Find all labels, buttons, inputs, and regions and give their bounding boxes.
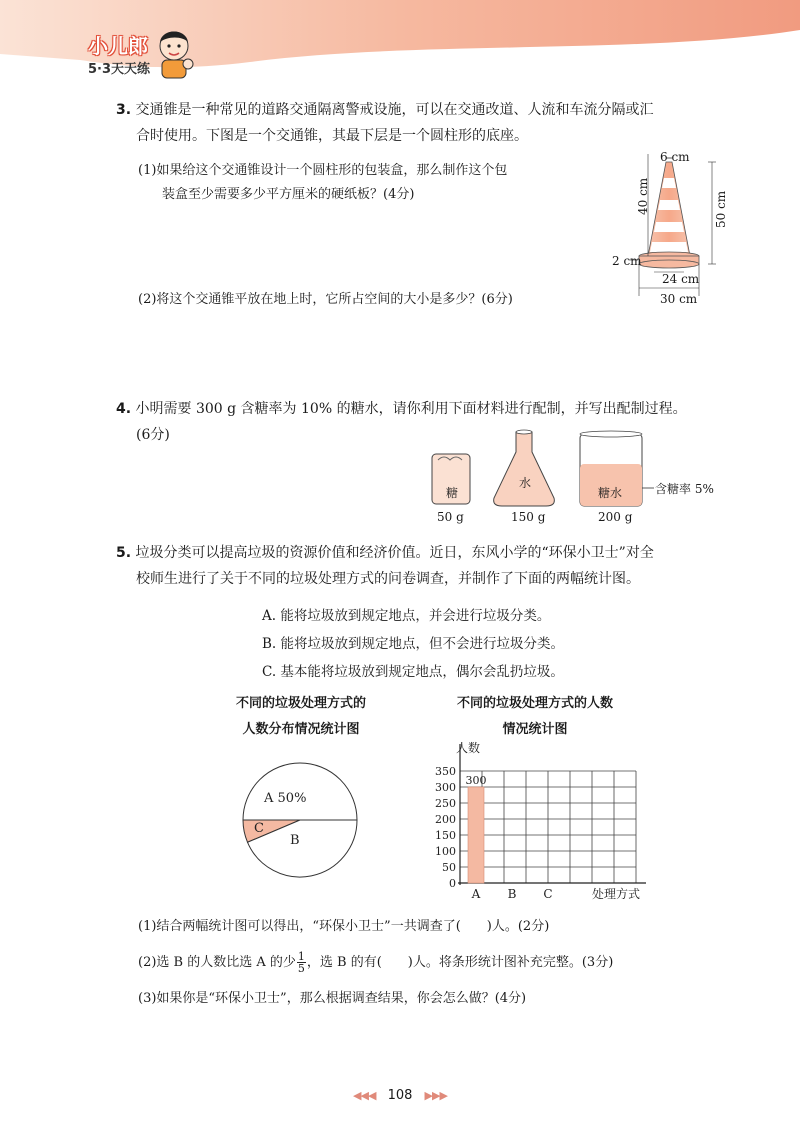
- pie-chart-title-1: 不同的垃圾处理方式的: [235, 696, 366, 711]
- q5-text-1: 垃圾分类可以提高垃圾的资源价值和经济价值。近日，东风小学的“环保小卫士”对全: [135, 545, 654, 561]
- dim-inner-diameter: 24 cm: [662, 272, 700, 286]
- dim-base-height: 2 cm: [612, 254, 642, 268]
- page-number: 108: [387, 1088, 413, 1103]
- q5-option-c: C. 基本能将垃圾放到规定地点，偶尔会乱扔垃圾。: [262, 664, 564, 680]
- q4-line1: [116, 396, 687, 422]
- q3-text-2: 合时使用。下图是一个交通锥，其最下层是一个圆柱形的底座。: [136, 128, 528, 144]
- prev-arrows-icon: ◀◀◀: [353, 1089, 376, 1102]
- pie-label-c: C: [254, 821, 264, 836]
- bar-chart-title-2: 情况统计图: [502, 722, 568, 737]
- next-arrows-icon: ▶▶▶: [424, 1089, 447, 1102]
- bar-chart-title-1: 不同的垃圾处理方式的人数: [456, 696, 613, 711]
- q4-text-2: (6分): [136, 427, 170, 443]
- x-tick-label: B: [507, 887, 517, 900]
- y-tick-label: 50: [442, 861, 456, 874]
- y-tick-label: 200: [435, 813, 456, 826]
- pie-label-a: A 50%: [264, 791, 307, 806]
- dim-outer-diameter: 30 cm: [660, 292, 698, 306]
- q3-line1: [116, 97, 654, 123]
- dim-top-width: 6 cm: [660, 150, 690, 164]
- y-tick-label: 250: [435, 797, 456, 810]
- y-tick-label: 300: [435, 781, 456, 794]
- q3-sub1-line1: (1)如果给这个交通锥设计一个圆柱形的包装盒，那么制作这个包: [138, 163, 508, 178]
- q3-text-1: 交通锥是一种常见的道路交通隔离警戒设施，可以在交通改道、人流和车流分隔或汇: [135, 102, 654, 118]
- page-footer: [0, 1088, 800, 1103]
- q5-sub2: [138, 950, 613, 976]
- bar-data-label: 300: [465, 774, 487, 787]
- q5-sub2-after: ，选 B 的有( )人。将条形统计图补充完整。(3分): [306, 955, 614, 970]
- sugar-weight: 50 g: [437, 510, 464, 524]
- materials-figure: [428, 428, 668, 512]
- fraction-numerator: 1: [297, 950, 305, 963]
- y-tick-label: 350: [435, 765, 456, 778]
- q3-number: 3.: [116, 102, 132, 118]
- dim-cone-height: 40 cm: [636, 177, 650, 215]
- sugar-water-note: 含糖率 5%: [655, 482, 714, 496]
- q5-sub1: (1)结合两幅统计图可以得出，“环保小卫士”一共调查了( )人。(2分): [138, 919, 550, 934]
- fraction-denominator: 5: [297, 962, 305, 975]
- q5-sub2-before: (2)选 B 的人数比选 A 的少: [138, 955, 296, 970]
- brand-series: 5·3天天练: [88, 62, 151, 77]
- x-tick-label: C: [543, 887, 553, 900]
- traffic-cone-figure: [600, 148, 720, 314]
- fraction: [297, 951, 306, 974]
- x-tick-label: A: [471, 887, 481, 900]
- pie-label-b: B: [290, 833, 300, 848]
- q5-line1: [116, 540, 654, 566]
- sugar-label: 糖: [446, 486, 459, 500]
- q5-option-b: B. 能将垃圾放到规定地点，但不会进行垃圾分类。: [262, 636, 565, 652]
- q5-option-a: A. 能将垃圾放到规定地点，并会进行垃圾分类。: [262, 608, 551, 624]
- y-tick-label: 0: [449, 877, 456, 890]
- q3-sub2: (2)将这个交通锥平放在地上时，它所占空间的大小是多少？(6分): [138, 292, 513, 307]
- q5-sub3: (3)如果你是“环保小卫士”，那么根据调查结果，你会怎么做？(4分): [138, 991, 527, 1006]
- brand-title: 小儿郎: [88, 34, 148, 58]
- pie-chart: [240, 760, 360, 880]
- q5-number: 5.: [116, 545, 132, 561]
- water-weight: 150 g: [511, 510, 546, 524]
- q3-sub1-line2: 装盒至少需要多少平方厘米的硬纸板？(4分): [162, 187, 415, 202]
- y-tick-label: 150: [435, 829, 456, 842]
- sugar-water-label: 糖水: [598, 486, 623, 500]
- water-label: 水: [519, 476, 532, 490]
- dim-total-height: 50 cm: [714, 190, 728, 228]
- y-axis-label: 人数: [456, 741, 481, 755]
- mascot-icon: [150, 26, 196, 82]
- x-axis-label: 处理方式: [592, 887, 641, 900]
- pie-chart-title-2: 人数分布情况统计图: [242, 722, 360, 737]
- bar-a: [468, 787, 484, 883]
- q4-text-1: 小明需要 300 g 含糖率为 10% 的糖水，请你利用下面材料进行配制，并写出配制过程。: [135, 401, 687, 417]
- q4-number: 4.: [116, 401, 132, 417]
- y-tick-label: 100: [435, 845, 456, 858]
- q5-text-2: 校师生进行了关于不同的垃圾处理方式的问卷调查，并制作了下面的两幅统计图。: [136, 571, 640, 587]
- sugar-water-weight: 200 g: [598, 510, 633, 524]
- bar-chart: [410, 740, 660, 900]
